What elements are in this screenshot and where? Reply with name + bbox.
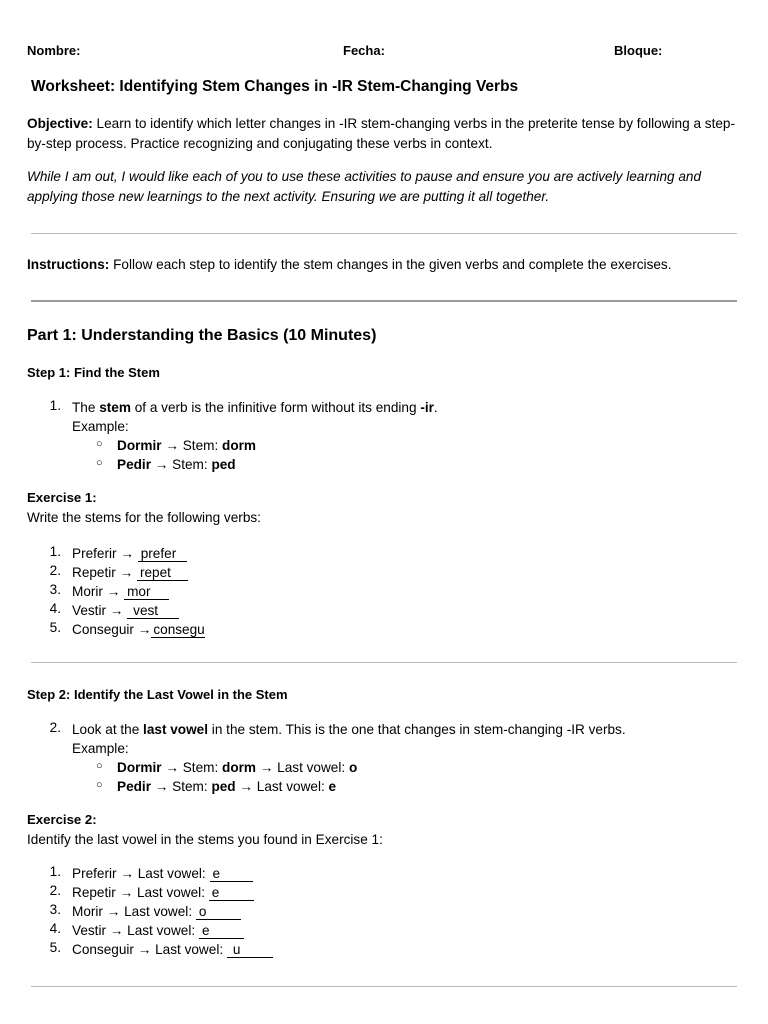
exercise2-title: Exercise 2: <box>27 812 97 827</box>
answer-field[interactable]: consegu <box>153 622 205 637</box>
text: → Stem: <box>161 760 223 775</box>
list-number: 1. <box>49 544 61 559</box>
text: → Stem: <box>151 779 212 794</box>
objective-label: Objective: <box>27 116 93 131</box>
text: → Last vowel: <box>235 779 329 794</box>
item-prompt: Conseguir → Last vowel: <box>72 942 227 957</box>
stem: ped <box>211 457 236 472</box>
bold-term: -ir <box>420 400 434 415</box>
text: → Stem: <box>151 457 212 472</box>
divider <box>31 986 737 987</box>
step2-title: Step 2: Identify the Last Vowel in the Stem <box>27 687 288 702</box>
example-item <box>117 777 336 796</box>
objective-text: Learn to identify which letter changes in -IR stem-changing verbs in the preterite tense by following a step-by-step process. Practice recognizing and conjugating these verbs in context. <box>27 116 735 151</box>
verb: Pedir <box>117 779 151 794</box>
list-number: 3. <box>49 902 61 917</box>
verb: Dormir <box>117 438 162 453</box>
instructions-text: Follow each step to identify the stem changes in the given verbs and complete the exercises. <box>109 257 672 272</box>
part1-title: Part 1: Understanding the Basics (10 Minutes) <box>27 327 377 344</box>
text: Look at the <box>72 722 144 737</box>
block-label: Bloque: <box>614 43 663 58</box>
list-number: 1. <box>49 398 61 413</box>
worksheet-title: Worksheet: Identifying Stem Changes in -IR Stem-Changing Verbs <box>31 78 519 95</box>
answer-field[interactable]: vest <box>127 604 179 619</box>
exercise1-prompt: Write the stems for the following verbs: <box>27 510 261 525</box>
vowel: e <box>328 779 337 794</box>
text: The <box>72 400 100 415</box>
name-label: Nombre: <box>27 43 81 58</box>
bullet-icon: ○ <box>96 779 103 791</box>
list-number: 1. <box>49 864 61 879</box>
instructions-label: Instructions: <box>27 257 110 272</box>
list-number: 5. <box>49 940 61 955</box>
item-prompt: Preferir → <box>72 546 138 561</box>
divider <box>31 300 737 302</box>
item-prompt: Repetir → Last vowel: <box>72 885 209 900</box>
exercise1-title: Exercise 1: <box>27 490 97 505</box>
list-number: 4. <box>49 921 61 936</box>
item-prompt: Repetir → <box>72 565 137 580</box>
answer-field[interactable]: u <box>227 943 273 958</box>
step1-title: Step 1: Find the Stem <box>27 365 160 380</box>
list-number: 4. <box>49 601 61 616</box>
item-prompt: Morir → <box>72 584 125 599</box>
example-label: Example: <box>72 419 129 434</box>
text: → Last vowel: <box>256 760 349 775</box>
objective-paragraph <box>27 114 743 153</box>
item-prompt: Conseguir → <box>72 622 152 637</box>
answer-field[interactable]: o <box>196 905 241 920</box>
text: → Stem: <box>161 438 223 453</box>
example-item <box>117 455 236 474</box>
bullet-icon: ○ <box>96 457 103 469</box>
step1-definition <box>72 398 438 417</box>
verb: Dormir <box>117 760 162 775</box>
text: in the stem. This is the one that changes in stem-changing -IR verbs. <box>208 722 626 737</box>
bold-term: last vowel <box>143 722 209 737</box>
stem: dorm <box>222 438 256 453</box>
date-label: Fecha: <box>343 43 385 58</box>
stem: ped <box>211 779 236 794</box>
bullet-icon: ○ <box>96 760 103 772</box>
example-item <box>117 436 256 455</box>
answer-field[interactable]: e <box>209 886 254 901</box>
item-prompt: Vestir → <box>72 603 128 618</box>
list-number: 5. <box>49 620 61 635</box>
list-number: 3. <box>49 582 61 597</box>
item-prompt: Preferir → Last vowel: <box>72 866 210 881</box>
text: of a verb is the infinitive form without its ending <box>130 400 421 415</box>
answer-field[interactable]: e <box>199 924 244 939</box>
text: . <box>433 400 438 415</box>
answer-field[interactable]: e <box>210 867 253 882</box>
list-number: 2. <box>49 563 61 578</box>
vowel: o <box>348 760 358 775</box>
example-label: Example: <box>72 741 129 756</box>
list-number: 2. <box>49 720 61 735</box>
example-item <box>117 758 357 777</box>
divider <box>31 233 737 234</box>
verb: Pedir <box>117 457 151 472</box>
answer-field[interactable]: repet <box>137 566 188 581</box>
item-prompt: Vestir → Last vowel: <box>72 923 199 938</box>
stem: dorm <box>222 760 256 775</box>
list-number: 2. <box>49 883 61 898</box>
item-prompt: Morir → Last vowel: <box>72 904 196 919</box>
instructions-paragraph <box>27 255 743 275</box>
divider <box>31 662 737 663</box>
teacher-note: While I am out, I would like each of you to use these activities to pause and ensure you are actively learning and applying those new learnings to the next activity. Ensuring we are putting it all together. <box>27 169 702 204</box>
exercise2-prompt: Identify the last vowel in the stems you found in Exercise 1: <box>27 832 383 847</box>
step2-definition <box>72 720 626 739</box>
answer-field[interactable]: prefer <box>138 547 187 562</box>
answer-field[interactable]: mor <box>124 585 169 600</box>
bullet-icon: ○ <box>96 438 103 450</box>
bold-term: stem <box>99 400 131 415</box>
